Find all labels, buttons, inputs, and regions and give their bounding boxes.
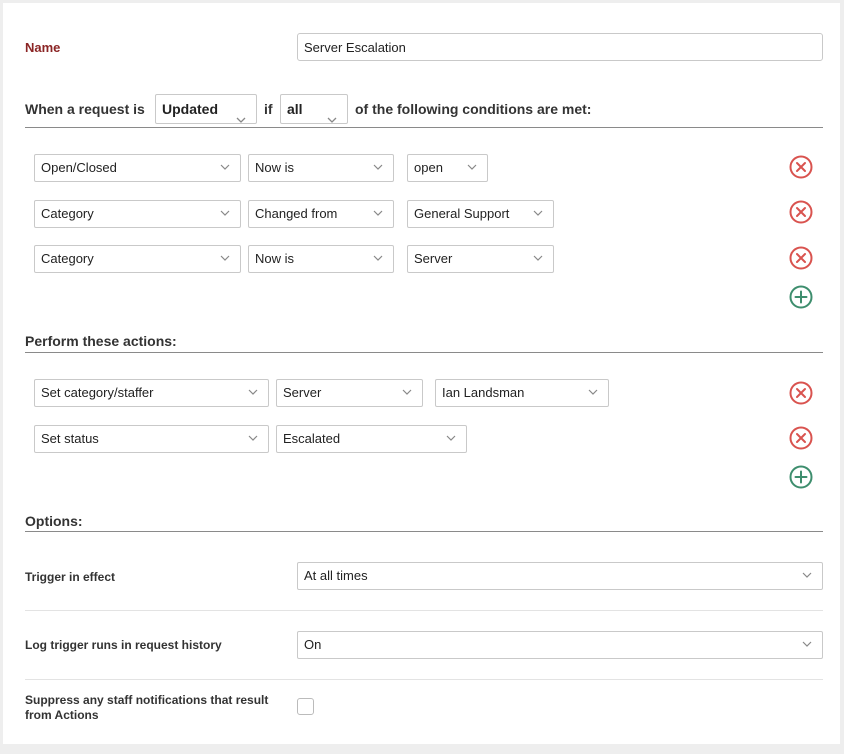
chevron-down-icon — [373, 164, 383, 171]
chevron-down-icon — [402, 389, 412, 396]
chevron-down-icon — [220, 210, 230, 217]
divider — [25, 610, 823, 611]
log-runs-select[interactable] — [297, 631, 823, 659]
condition-field-value: Category — [41, 206, 94, 221]
log-runs-value: On — [304, 637, 322, 652]
condition-field-value: Open/Closed — [41, 160, 117, 175]
chevron-down-icon — [588, 389, 598, 396]
condition-value-value: Server — [414, 251, 453, 266]
action-category-select[interactable] — [276, 379, 423, 407]
chevron-down-icon — [248, 435, 258, 442]
chevron-down-icon — [248, 389, 258, 396]
chevron-down-icon — [446, 435, 456, 442]
when-suffix: of the following conditions are met: — [355, 101, 592, 117]
chevron-down-icon — [373, 210, 383, 217]
suppress-notifications-checkbox[interactable] — [297, 698, 314, 715]
add-icon — [789, 465, 813, 489]
match-select[interactable] — [280, 94, 348, 124]
condition-value-select[interactable] — [407, 154, 488, 182]
condition-operator-value: Changed from — [255, 206, 338, 221]
remove-icon — [789, 381, 813, 405]
divider — [25, 352, 823, 353]
match-select-value: all — [287, 101, 303, 117]
add-action-button[interactable] — [789, 465, 813, 489]
add-icon — [789, 285, 813, 309]
condition-field-select[interactable] — [34, 154, 241, 182]
remove-icon — [789, 246, 813, 270]
suppress-notifications-label: Suppress any staff notifications that result from Actions — [25, 693, 269, 722]
event-select-value: Updated — [162, 101, 218, 117]
event-select[interactable] — [155, 94, 257, 124]
chevron-down-icon — [802, 641, 812, 648]
condition-operator-value: Now is — [255, 251, 295, 266]
chevron-down-icon — [802, 572, 812, 579]
action-status-value: Escalated — [283, 431, 341, 446]
condition-value-select[interactable] — [407, 245, 554, 273]
remove-condition-button[interactable] — [789, 155, 813, 179]
remove-action-button[interactable] — [789, 381, 813, 405]
actions-heading: Perform these actions: — [25, 333, 177, 349]
trigger-in-effect-select[interactable] — [297, 562, 823, 590]
action-type-value: Set category/staffer — [41, 385, 154, 400]
when-prefix: When a request is — [25, 101, 145, 117]
chevron-down-icon — [220, 255, 230, 262]
remove-icon — [789, 155, 813, 179]
action-type-select[interactable] — [34, 379, 269, 407]
action-category-value: Server — [283, 385, 322, 400]
action-status-select[interactable] — [276, 425, 467, 453]
add-condition-button[interactable] — [789, 285, 813, 309]
condition-value-select[interactable] — [407, 200, 554, 228]
condition-value-value: open — [414, 160, 443, 175]
chevron-down-icon — [373, 255, 383, 262]
trigger-form — [3, 3, 840, 744]
chevron-down-icon — [467, 164, 477, 171]
name-label: Name — [25, 40, 61, 55]
action-staffer-select[interactable] — [435, 379, 609, 407]
trigger-in-effect-value: At all times — [304, 568, 368, 583]
chevron-down-icon — [327, 105, 337, 133]
condition-field-value: Category — [41, 251, 94, 266]
remove-condition-button[interactable] — [789, 246, 813, 270]
remove-action-button[interactable] — [789, 426, 813, 450]
condition-operator-select[interactable] — [248, 154, 394, 182]
chevron-down-icon — [220, 164, 230, 171]
divider — [25, 531, 823, 532]
condition-operator-value: Now is — [255, 160, 295, 175]
options-heading: Options: — [25, 513, 83, 529]
condition-field-select[interactable] — [34, 200, 241, 228]
action-type-select[interactable] — [34, 425, 269, 453]
condition-value-value: General Support — [414, 206, 510, 221]
if-text: if — [264, 101, 273, 117]
remove-icon — [789, 426, 813, 450]
remove-icon — [789, 200, 813, 224]
trigger-in-effect-label: Trigger in effect — [25, 570, 116, 584]
log-runs-label: Log trigger runs in request history — [25, 638, 222, 652]
condition-field-select[interactable] — [34, 245, 241, 273]
divider — [25, 679, 823, 680]
chevron-down-icon — [533, 255, 543, 262]
condition-operator-select[interactable] — [248, 245, 394, 273]
divider — [25, 127, 823, 128]
remove-condition-button[interactable] — [789, 200, 813, 224]
action-staffer-value: Ian Landsman — [442, 385, 525, 400]
chevron-down-icon — [533, 210, 543, 217]
name-input[interactable] — [297, 33, 823, 61]
chevron-down-icon — [236, 105, 246, 133]
action-type-value: Set status — [41, 431, 99, 446]
condition-operator-select[interactable] — [248, 200, 394, 228]
